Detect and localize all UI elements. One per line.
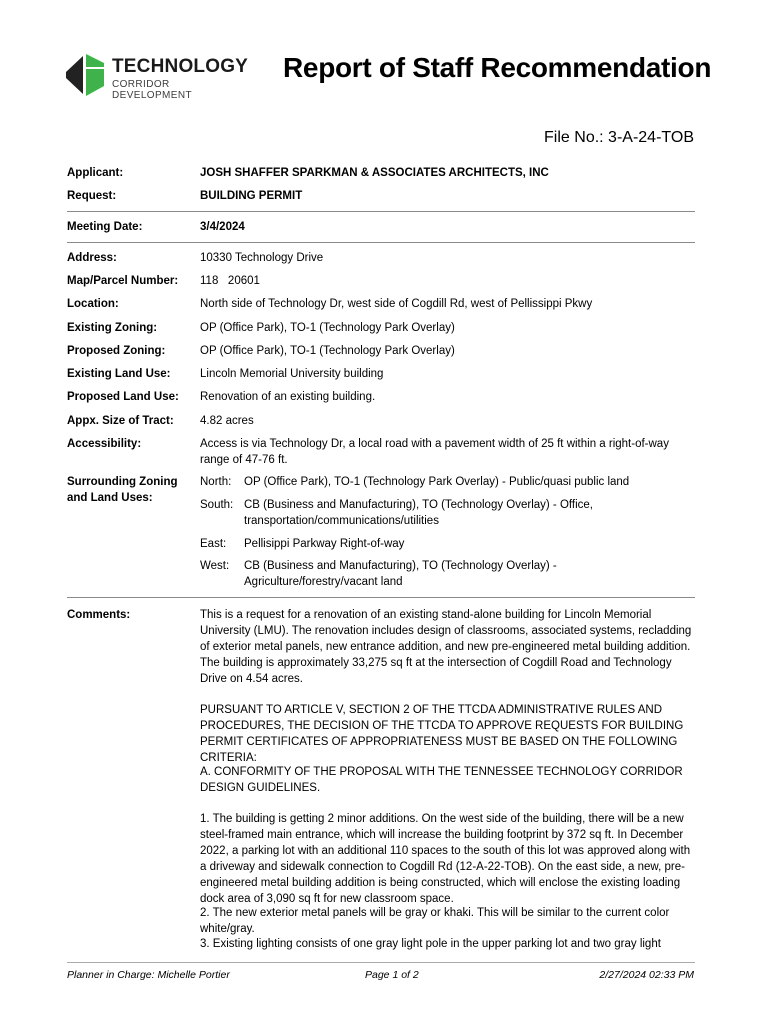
page-title: Report of Staff Recommendation: [283, 52, 712, 83]
tract-size-label: Appx. Size of Tract:: [67, 415, 174, 427]
west-label: West:: [200, 560, 230, 572]
divider: [67, 211, 695, 212]
footer-planner: Planner in Charge: Michelle Portier: [67, 969, 230, 981]
footer-date: 2/27/2024 02:33 PM: [599, 969, 694, 981]
comments-paragraph-4: 1. The building is getting 2 minor additions. On the west side of the building, there will be a new steel-framed main entrance, which will increase the building footprint by 372 sq ft. In December 2022, a parking lot with an additional 110 spaces to the south of this lot was approved along with a driveway and sidewalk connection to Cogdill Rd (12-A-22-TOB). On the east side, a new, pre-engineered metal building addition is being constructed, which will enclose the existing loading dock area of 3,090 sq ft for new classroom space.: [200, 813, 691, 905]
proposed-zoning-value: OP (Office Park), TO-1 (Technology Park Overlay): [200, 345, 455, 357]
map-parcel-value: 118 20601: [200, 275, 260, 287]
existing-zoning-value: OP (Office Park), TO-1 (Technology Park Overlay): [200, 322, 455, 334]
meeting-date-label: Meeting Date:: [67, 221, 143, 233]
meeting-date-value: 3/4/2024: [200, 221, 245, 233]
existing-land-use-label: Existing Land Use:: [67, 368, 171, 380]
east-value: Pellisippi Parkway Right-of-way: [244, 538, 405, 550]
request-label: Request:: [67, 190, 117, 202]
comments-paragraph-2: PURSUANT TO ARTICLE V, SECTION 2 OF THE TTCDA ADMINISTRATIVE RULES AND PROCEDURES, THE DECISION OF THE TTCDA TO APPROVE REQUESTS FOR BUILDING PERMIT CERTIFICATES OF APPROPRIATENESS MUST BE BASED ON THE FOLLOWING CRITERIA:: [200, 704, 684, 764]
proposed-land-use-label: Proposed Land Use:: [67, 391, 179, 403]
applicant-label: Applicant:: [67, 167, 124, 179]
tract-size-value: 4.82 acres: [200, 415, 254, 427]
existing-land-use-value: Lincoln Memorial University building: [200, 368, 384, 380]
proposed-land-use-value: Renovation of an existing building.: [200, 391, 376, 403]
location-label: Location:: [67, 298, 119, 310]
comments-paragraph-1: This is a request for a renovation of an existing stand-alone building for Lincoln Memorial University (LMU). The renovation includes design of classrooms, associated systems, recladding of exterior metal panels, new entrance addition, and new pre-engineered metal building addition. The building is approximately 33,275 sq ft at the intersection of Cogdill Road and Technology Drive on 4.54 acres.: [200, 609, 692, 685]
north-value: OP (Office Park), TO-1 (Technology Park Overlay) - Public/quasi public land: [244, 476, 630, 488]
accessibility-label: Accessibility:: [67, 438, 142, 450]
file-number: File No.: 3-A-24-TOB: [544, 129, 694, 146]
address-label: Address:: [67, 252, 117, 264]
south-label: South:: [200, 499, 234, 511]
map-parcel-label: Map/Parcel Number:: [67, 275, 179, 287]
east-label: East:: [200, 538, 227, 550]
comments-label: Comments:: [67, 609, 131, 621]
west-value: CB (Business and Manufacturing), TO (Technology Overlay) - Agriculture/forestry/vacant land: [244, 560, 557, 588]
tcd-logo: [64, 52, 249, 101]
north-label: North:: [200, 476, 232, 488]
tcd-logo-mark-icon: [64, 54, 106, 96]
footer-divider: [67, 962, 695, 963]
divider: [67, 242, 695, 243]
footer-page-number: Page 1 of 2: [365, 969, 419, 981]
surrounding-label-line1: Surrounding Zoning: [67, 476, 178, 488]
proposed-zoning-label: Proposed Zoning:: [67, 345, 166, 357]
comments-paragraph-5: 2. The new exterior metal panels will be gray or khaki. This will be similar to the current color white/gray.: [200, 907, 670, 935]
comments-paragraph-3: A. CONFORMITY OF THE PROPOSAL WITH THE TENNESSEE TECHNOLOGY CORRIDOR DESIGN GUIDELINES.: [200, 766, 683, 794]
south-value: CB (Business and Manufacturing), TO (Technology Overlay) - Office, transportation/communications/utilities: [244, 499, 593, 527]
accessibility-value: Access is via Technology Dr, a local road with a pavement width of 25 ft within a right-of-way range of 47-76 ft.: [200, 438, 669, 466]
applicant-value: JOSH SHAFFER SPARKMAN & ASSOCIATES ARCHITECTS, INC: [200, 167, 549, 179]
divider: [67, 597, 695, 598]
request-value: BUILDING PERMIT: [200, 190, 303, 202]
logo-subtext: CORRIDOR DEVELOPMENT: [112, 79, 192, 101]
surrounding-label-line2: and Land Uses:: [67, 492, 153, 504]
logo-text: TECHNOLOGY: [112, 56, 249, 77]
address-value: 10330 Technology Drive: [200, 252, 324, 264]
location-value: North side of Technology Dr, west side of Cogdill Rd, west of Pellissippi Pkwy: [200, 298, 593, 310]
existing-zoning-label: Existing Zoning:: [67, 322, 158, 334]
comments-paragraph-6: 3. Existing lighting consists of one gray light pole in the upper parking lot and two gray light: [200, 938, 661, 950]
